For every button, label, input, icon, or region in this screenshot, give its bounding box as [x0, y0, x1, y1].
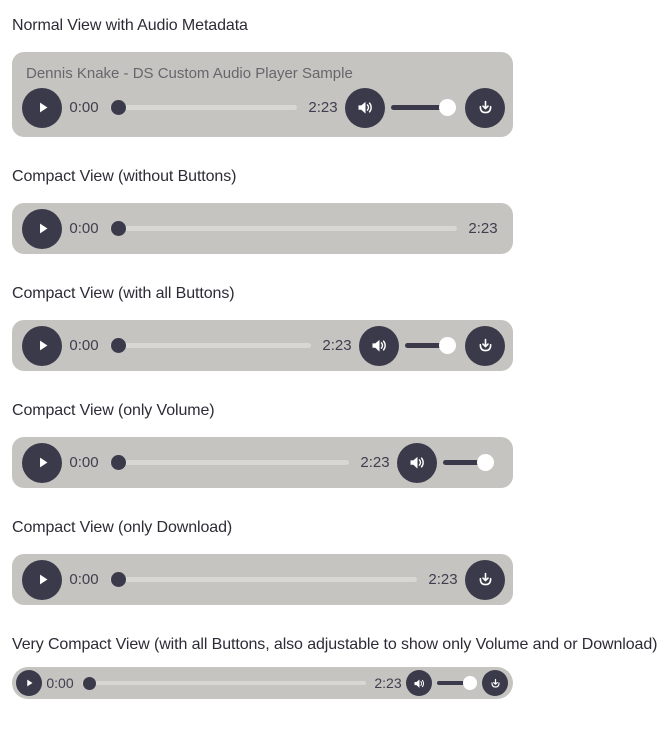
- duration: 2:23: [374, 675, 402, 691]
- play-icon: [34, 220, 51, 237]
- progress-bar[interactable]: [110, 226, 457, 231]
- play-button[interactable]: [22, 209, 62, 249]
- audio-player-compact-all-buttons: [12, 320, 513, 371]
- volume-slider[interactable]: [405, 343, 453, 348]
- section-heading-compact-only-volume: Compact View (only Volume): [12, 402, 215, 419]
- download-icon: [476, 336, 495, 355]
- progress-bar[interactable]: [110, 105, 297, 110]
- play-icon: [23, 677, 35, 689]
- download-button[interactable]: [482, 670, 508, 696]
- volume-button[interactable]: [359, 326, 399, 366]
- play-button[interactable]: [22, 560, 62, 600]
- volume-up-icon: [369, 335, 390, 356]
- progress-thumb[interactable]: [111, 572, 126, 587]
- duration: 2:23: [428, 571, 458, 588]
- duration: 2:23: [360, 454, 390, 471]
- volume-thumb[interactable]: [439, 337, 456, 354]
- section-heading-compact-all-buttons: Compact View (with all Buttons): [12, 285, 235, 302]
- section-heading-compact-no-buttons: Compact View (without Buttons): [12, 168, 237, 185]
- volume-thumb[interactable]: [463, 676, 477, 690]
- audio-player-compact-only-download: [12, 554, 513, 605]
- current-time: 0:00: [69, 220, 99, 237]
- volume-button[interactable]: [345, 88, 385, 128]
- volume-thumb[interactable]: [477, 454, 494, 471]
- player-controls-row: [22, 443, 505, 483]
- progress-bar[interactable]: [110, 577, 417, 582]
- player-controls-row: [22, 88, 505, 128]
- download-button[interactable]: [465, 560, 505, 600]
- download-icon: [489, 677, 502, 690]
- current-time: 0:00: [69, 99, 99, 116]
- duration: 2:23: [468, 220, 498, 237]
- volume-thumb[interactable]: [439, 99, 456, 116]
- progress-thumb[interactable]: [111, 338, 126, 353]
- download-button[interactable]: [465, 326, 505, 366]
- progress-thumb[interactable]: [83, 677, 96, 690]
- download-button[interactable]: [465, 88, 505, 128]
- progress-bar[interactable]: [110, 460, 349, 465]
- section-heading-normal-view: Normal View with Audio Metadata: [12, 17, 248, 34]
- volume-button[interactable]: [397, 443, 437, 483]
- audio-player-compact-only-volume: [12, 437, 513, 488]
- current-time: 0:00: [69, 571, 99, 588]
- current-time: 0:00: [69, 454, 99, 471]
- play-icon: [34, 454, 51, 471]
- play-icon: [34, 571, 51, 588]
- current-time: 0:00: [46, 675, 74, 691]
- progress-thumb[interactable]: [111, 455, 126, 470]
- play-button[interactable]: [22, 443, 62, 483]
- duration: 2:23: [322, 337, 352, 354]
- player-controls-row: [22, 326, 505, 366]
- volume-slider[interactable]: [443, 460, 491, 465]
- section-heading-compact-only-download: Compact View (only Download): [12, 519, 233, 536]
- download-icon: [476, 570, 495, 589]
- current-time: 0:00: [69, 337, 99, 354]
- progress-thumb[interactable]: [111, 100, 126, 115]
- duration: 2:23: [308, 99, 338, 116]
- play-icon: [34, 99, 51, 116]
- download-icon: [476, 98, 495, 117]
- audio-track-title: Dennis Knake - DS Custom Audio Player Sample: [26, 64, 353, 82]
- player-controls-row: [22, 209, 505, 249]
- volume-button[interactable]: [406, 670, 432, 696]
- play-icon: [34, 337, 51, 354]
- section-heading-very-compact: Very Compact View (with all Buttons, also adjustable to show only Volume and or Download): [12, 636, 658, 653]
- volume-up-icon: [355, 97, 376, 118]
- play-button[interactable]: [22, 88, 62, 128]
- progress-bar[interactable]: [110, 343, 311, 348]
- player-controls-row: [16, 670, 508, 696]
- progress-thumb[interactable]: [111, 221, 126, 236]
- volume-up-icon: [412, 676, 427, 691]
- volume-slider[interactable]: [391, 105, 453, 110]
- volume-up-icon: [407, 452, 428, 473]
- player-controls-row: [22, 560, 505, 600]
- volume-slider[interactable]: [437, 681, 475, 685]
- progress-bar[interactable]: [82, 681, 366, 685]
- audio-player-normal: [12, 52, 513, 137]
- play-button[interactable]: [16, 670, 42, 696]
- audio-player-compact-no-buttons: [12, 203, 513, 254]
- play-button[interactable]: [22, 326, 62, 366]
- audio-player-very-compact: [12, 667, 513, 699]
